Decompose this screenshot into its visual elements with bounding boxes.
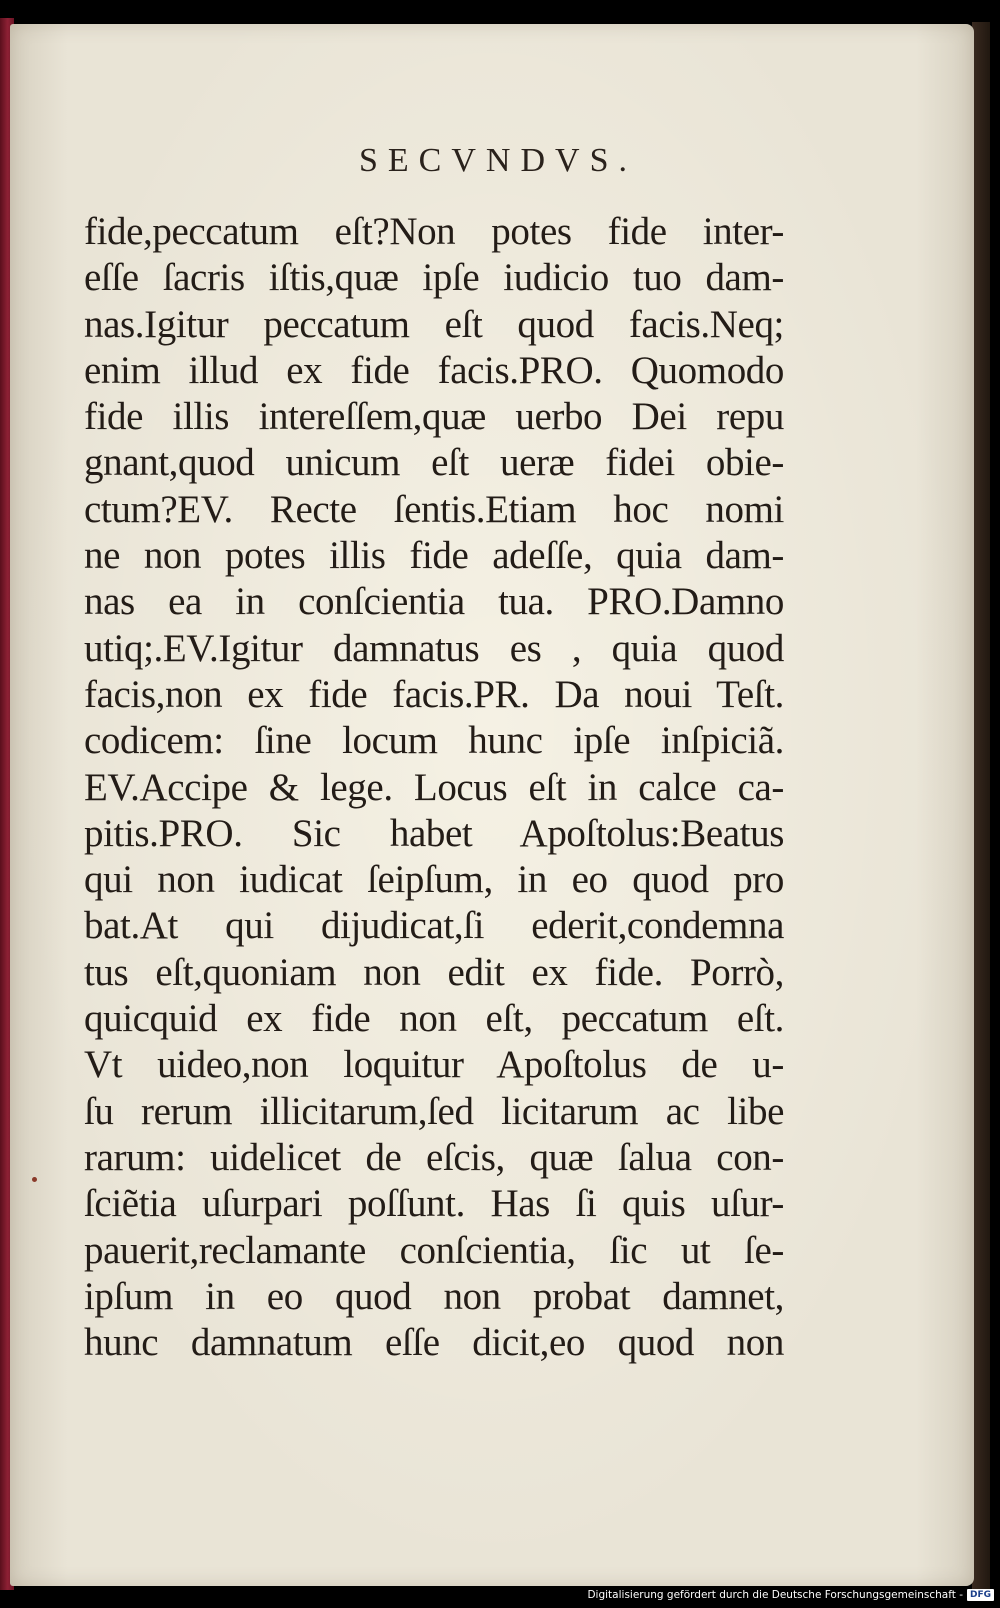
running-head: SECVNDVS. [359, 142, 637, 179]
text-line: nas.Igitur peccatum eſt quod facis.Neq; [84, 302, 784, 346]
book-page [10, 24, 974, 1586]
text-line: Vt uideo,non loquitur Apoſtolus de u- [84, 1043, 784, 1087]
text-line: fide,peccatum eſt?Non potes fide inter- [84, 210, 784, 253]
text-line: hunc damnatum eſſe dicit,eo quod non [84, 1321, 784, 1365]
text-line: rarum: uidelicet de eſcis, quæ ſalua con- [84, 1135, 784, 1179]
text-line: utiq;.EV.Igitur damnatus es , quia quod [84, 626, 784, 670]
text-line: qui non iudicat ſeipſum, in eo quod pro [84, 858, 784, 902]
text-block [84, 209, 784, 1366]
credit-text: Digitalisierung gefördert durch die Deutsche Forschungsgemeinschaft - [587, 1589, 963, 1601]
text-line: tus eſt,quoniam non edit ex fide. Porrò, [84, 950, 784, 994]
text-line: fide illis intereſſem,quæ uerbo Dei repu [84, 395, 784, 439]
text-line: ſu rerum illicitarum,ſed licitarum ac libe [84, 1089, 784, 1133]
text-line: enim illud ex fide facis.PRO. Quomodo [84, 348, 784, 392]
ink-speck [32, 1177, 37, 1182]
text-line: quicquid ex fide non eſt, peccatum eſt. [84, 997, 784, 1041]
text-line: pauerit,reclamante conſcientia, ſic ut ſe- [84, 1228, 784, 1272]
text-line: codicem: ſine locum hunc ipſe inſpiciã. [84, 719, 784, 763]
text-line: ne non potes illis fide adeſſe, quia dam- [84, 534, 784, 578]
text-line: ipſum in eo quod non probat damnet, [84, 1274, 784, 1318]
digitization-credit [587, 1586, 994, 1604]
text-line: facis,non ex fide facis.PR. Da noui Teſt. [84, 672, 784, 716]
text-line: bat.At qui dijudicat,ſi ederit,condemna [84, 904, 784, 948]
text-line: eſſe ſacris iſtis,quæ ipſe iudicio tuo dam- [84, 256, 784, 300]
text-line: gnant,quod unicum eſt ueræ fidei obie- [84, 441, 784, 485]
dfg-logo: DFG [967, 1589, 994, 1601]
page-stack-edge [972, 22, 990, 1592]
text-line: EV.Accipe & lege. Locus eſt in calce ca- [84, 765, 784, 809]
text-line: ctum?EV. Recte ſentis.Etiam hoc nomi [84, 487, 784, 531]
text-line: ſciẽtia uſurpari poſſunt. Has ſi quis uſur- [84, 1182, 784, 1226]
text-line: nas ea in conſcientia tua. PRO.Damno [84, 580, 784, 624]
text-line: pitis.PRO. Sic habet Apoſtolus:Beatus [84, 811, 784, 855]
